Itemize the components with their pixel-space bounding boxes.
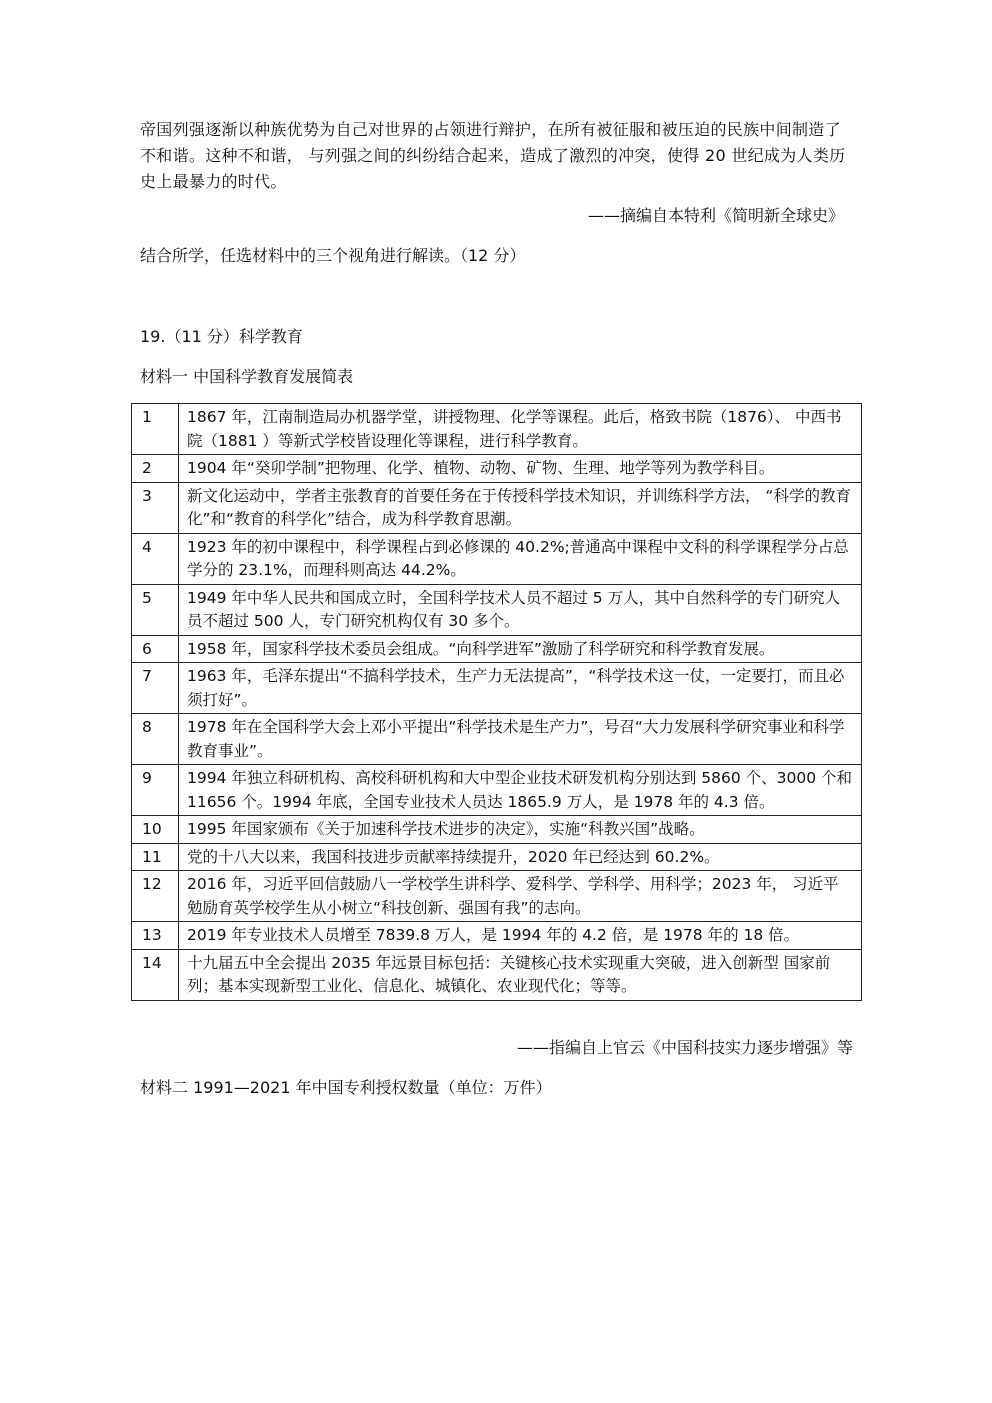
row-text: 1867 年，江南制造局办机器学堂，讲授物理、化学等课程。此后，格致书院（1876）、 中西书院（1881 ）等新式学校皆设理化等课程，进行科学教育。 xyxy=(179,404,862,455)
table-row xyxy=(132,871,862,922)
row-text: 1958 年，国家科学技术委员会组成。“向科学进军”激励了科学研究和科学教育发展。 xyxy=(179,635,862,663)
table-row xyxy=(132,533,862,584)
row-number: 6 xyxy=(132,635,179,663)
row-text: 1904 年“癸卯学制”把物理、化学、植物、动物、矿物、生理、地学等列为教学科目。 xyxy=(179,455,862,483)
row-number: 8 xyxy=(132,714,179,765)
table-row xyxy=(132,635,862,663)
row-number: 4 xyxy=(132,533,179,584)
table-row xyxy=(132,455,862,483)
row-text: 1963 年，毛泽东提出“不搞科学技术，生产力无法提高”，“科学技术这一仗，一定要打，而且必须打好”。 xyxy=(179,663,862,714)
table-row xyxy=(132,663,862,714)
row-text: 党的十八大以来，我国科技进步贡献率持续提升，2020 年已经达到 60.2%。 xyxy=(179,843,862,871)
row-text: 十九届五中全会提出 2035 年远景目标包括：关键核心技术实现重大突破，进入创新型 国家前列；基本实现新型工业化、信息化、城镇化、农业现代化；等等。 xyxy=(179,949,862,1000)
row-text: 新文化运动中，学者主张教育的首要任务在于传授科学技术知识，并训练科学方法， “科学的教育化”和“教育的科学化”结合，成为科学教育思潮。 xyxy=(179,482,862,533)
table-row xyxy=(132,843,862,871)
row-text: 1923 年的初中课程中，科学课程占到必修课的 40.2%;普通高中课程中文科的科学课程学分占总学分的 23.1%，而理科则高达 44.2%。 xyxy=(179,533,862,584)
chronicle-table xyxy=(131,403,862,1001)
row-text: 1995 年国家颁布《关于加速科学技术进步的决定》，实施“科教兴国”战略。 xyxy=(179,816,862,844)
row-text: 1978 年在全国科学大会上邓小平提出“科学技术是生产力”，号召“大力发展科学研究事业和科学教育事业”。 xyxy=(179,714,862,765)
material-1-source: ——指编自上官云《中国科技实力逐步增强》等 xyxy=(516,1038,853,1057)
table-row xyxy=(132,714,862,765)
row-number: 1 xyxy=(132,404,179,455)
table-row xyxy=(132,482,862,533)
row-text: 2016 年，习近平回信鼓励八一学校学生讲科学、爱科学、学科学、用科学；2023 年， 习近平勉励育英学校学生从小树立“科技创新、强国有我”的志向。 xyxy=(179,871,862,922)
row-number: 5 xyxy=(132,584,179,635)
row-number: 12 xyxy=(132,871,179,922)
table-row xyxy=(132,404,862,455)
row-number: 3 xyxy=(132,482,179,533)
row-text: 1994 年独立科研机构、高校科研机构和大中型企业技术研发机构分别达到 5860 个、3000 个和 11656 个。1994 年底，全国专业技术人员达 1865.9 万人，是 1978 年的 4.3 倍。 xyxy=(179,765,862,816)
table-row xyxy=(132,922,862,950)
intro-paragraph: 帝国列强逐渐以种族优势为自己对世界的占领进行辩护，在所有被征服和被压迫的民族中间制造了不和谐。这种不和谐， 与列强之间的纠纷结合起来，造成了激烈的冲突，使得 20 世纪成为人类历史上最暴力的时代。 xyxy=(140,120,846,191)
table-row xyxy=(132,584,862,635)
material-2-title: 材料二 1991—2021 年中国专利授权数量（单位：万件） xyxy=(140,1078,552,1097)
intro-source: ——摘编自本特利《简明新全球史》 xyxy=(587,206,844,225)
row-number: 7 xyxy=(132,663,179,714)
table-row xyxy=(132,765,862,816)
row-number: 10 xyxy=(132,816,179,844)
question-19-heading: 19.（11 分）科学教育 xyxy=(140,327,303,346)
row-text: 1949 年中华人民共和国成立时，全国科学技术人员不超过 5 万人，其中自然科学的专门研究人员不超过 500 人，专门研究机构仅有 30 多个。 xyxy=(179,584,862,635)
row-number: 11 xyxy=(132,843,179,871)
material-1-title: 材料一 中国科学教育发展简表 xyxy=(140,367,354,386)
question-18-prompt: 结合所学，任选材料中的三个视角进行解读。（12 分） xyxy=(140,246,526,265)
row-number: 9 xyxy=(132,765,179,816)
row-number: 2 xyxy=(132,455,179,483)
row-number: 14 xyxy=(132,949,179,1000)
table-row xyxy=(132,949,862,1000)
table-row xyxy=(132,816,862,844)
row-number: 13 xyxy=(132,922,179,950)
row-text: 2019 年专业技术人员增至 7839.8 万人，是 1994 年的 4.2 倍，是 1978 年的 18 倍。 xyxy=(179,922,862,950)
